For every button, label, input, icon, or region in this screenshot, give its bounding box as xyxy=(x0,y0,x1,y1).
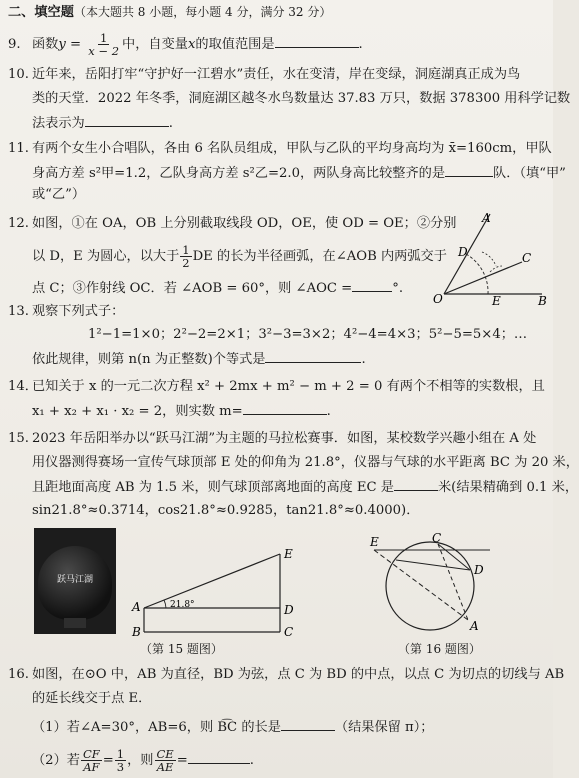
q16-eq-2: = xyxy=(176,753,188,768)
answer-blank-13[interactable] xyxy=(265,350,361,363)
q16-part-1-end: （结果保留 π）； xyxy=(334,720,434,735)
label-d: D xyxy=(458,245,468,259)
frac-numerator: 1 xyxy=(182,243,190,257)
q16-text-1: 如图，在⊙O 中，AB 为直径，BD 为弦，点 C 为 BD 的中点，以点 C 为切点的切线与 AB xyxy=(32,667,565,682)
label-a: A xyxy=(132,600,141,614)
q10-text-1: 近年来，岳阳打牢“守护好一江碧水”责任，水在变清，岸在变绿，洞庭湖真正成为鸟 xyxy=(32,67,521,82)
q15-text-3-end: 米(结果精确到 0.1 米， xyxy=(438,480,579,495)
question-13-line-1 xyxy=(8,303,124,321)
angle-arc xyxy=(164,600,166,608)
frac-numerator: 1 xyxy=(99,31,108,45)
label-o: O xyxy=(433,292,443,306)
q14-text-1: 已知关于 x 的一元二次方程 x² + 2mx + m² − m + 2 = 0 有两个不相等的实数根，且 xyxy=(32,379,545,394)
q9-fraction xyxy=(86,32,121,57)
question-11-line-1 xyxy=(8,140,552,158)
q12-text-1: 如图，①在 OA，OB 上分别截取线段 OD，OE，使 OD = OE；②分别 xyxy=(32,216,457,231)
ray-oc xyxy=(444,262,522,294)
balloon-photo xyxy=(34,528,116,634)
question-16-part-2 xyxy=(32,748,254,773)
question-11-line-3: 或“乙”） xyxy=(32,187,86,202)
frac-numerator: CF xyxy=(82,747,100,761)
section-note: （本大题共 8 小题，每小题 4 分，满分 32 分） xyxy=(73,5,332,19)
frac-numerator: CE xyxy=(156,747,174,761)
q14-text-2: x₁ + x₂ + x₁ · x₂ = 2，则实数 m= xyxy=(32,404,243,419)
question-12-line-3 xyxy=(32,279,403,298)
q12-end: °. xyxy=(392,281,404,296)
question-13-line-2: 1²−1=1×0；2²−2=2×1；3²−3=3×2；4²−4=4×3；5²−5=5×4；… xyxy=(88,327,528,342)
q16-figure xyxy=(368,532,508,636)
question-10-line-2: 类的天堂．2022 年冬季，洞庭湖区越冬水鸟数量达 37.83 万只，数据 378300 用科学记数 xyxy=(32,91,571,106)
label-b: B xyxy=(132,625,141,639)
figure-16-caption: （第 16 题图） xyxy=(398,642,481,656)
question-11-line-2 xyxy=(32,164,566,183)
q13-text-3: 依此规律，则第 n(n 为正整数)个等式是 xyxy=(32,352,266,367)
answer-blank-15[interactable] xyxy=(394,478,438,491)
question-number: 14． xyxy=(8,379,38,394)
answer-blank-12[interactable] xyxy=(352,279,392,292)
question-number: 13. xyxy=(8,304,29,319)
section-header xyxy=(8,3,331,22)
label-d: D xyxy=(474,563,484,577)
question-16-line-1 xyxy=(8,666,564,684)
label-e: E xyxy=(370,535,379,549)
q12-text-2a: 以 D，E 为圆心，以大于 xyxy=(32,249,180,264)
arc-from-d xyxy=(482,252,496,266)
answer-blank-9[interactable] xyxy=(275,35,359,48)
q9-text-post: 的取值范围是 xyxy=(195,37,275,52)
q11-text-2-end: 队．（填“甲” xyxy=(493,166,566,181)
question-16-line-2: 的延长线交于点 E． xyxy=(32,691,152,706)
q13-end: . xyxy=(361,352,366,367)
label-c: C xyxy=(522,251,532,265)
question-number: 9. xyxy=(8,37,21,52)
question-10-line-1 xyxy=(8,66,520,84)
question-15-line-4: sin21.8°≈0.3714，cos21.8°≈0.9285，tan21.8°≈0.4000)． xyxy=(32,503,420,518)
label-e: E xyxy=(284,547,293,561)
answer-blank-16-1[interactable] xyxy=(281,718,335,731)
q11-text-2: 身高方差 s²甲=1.2，乙队身高方差 s²乙=2.0，两队身高比较整齐的是 xyxy=(32,166,446,181)
q16-end: . xyxy=(249,753,254,768)
label-e: E xyxy=(492,294,501,308)
question-15-line-2: 用仪器测得赛场一宣传气球顶部 E 处的仰角为 21.8°，仪器与气球的水平距离 BC 为 20 米， xyxy=(32,455,579,470)
frac-denominator: x − 2 xyxy=(88,44,120,58)
q9-eq-sign: = xyxy=(65,37,86,52)
q9-text: 函数 xyxy=(32,37,59,52)
balloon-text: 跃马江湖 xyxy=(56,575,93,585)
q14-end: . xyxy=(326,404,331,419)
question-number: 15. xyxy=(8,431,29,446)
q16-part-1-text: （1）若∠A=30°，AB=6，则 B͡C 的长是 xyxy=(32,720,281,735)
question-16-part-1 xyxy=(32,718,433,737)
frac-denominator: 3 xyxy=(116,760,125,774)
label-d: D xyxy=(284,603,294,617)
section-title: 二、填空题 xyxy=(8,5,74,20)
question-12-line-1 xyxy=(8,215,456,233)
question-9 xyxy=(8,32,363,57)
question-14-line-2 xyxy=(32,402,331,421)
fraction-cf-af xyxy=(81,748,102,773)
q12-text-2b: DE 的长为半径画弧，在∠AOB 内两弧交于 xyxy=(192,249,447,264)
label-c: C xyxy=(432,531,442,545)
question-15-line-3 xyxy=(32,478,578,497)
fraction-one-third xyxy=(115,748,126,773)
frac-denominator: AF xyxy=(83,760,100,774)
frac-denominator: AE xyxy=(156,760,174,774)
circle-o xyxy=(386,542,474,630)
question-number: 12. xyxy=(8,216,29,231)
question-13-line-3 xyxy=(32,350,366,369)
q15-diagram xyxy=(126,546,316,638)
question-number: 16. xyxy=(8,667,29,682)
q13-text-1: 观察下列式子： xyxy=(32,304,125,319)
q16-part-2-mid: ，则 xyxy=(127,753,154,768)
label-a: A xyxy=(470,619,479,633)
fraction-ce-ae xyxy=(155,748,176,773)
q10-end: . xyxy=(168,116,173,131)
question-10-line-3 xyxy=(32,114,173,133)
q12-text-3: 点 C；③作射线 OC．若 ∠AOB = 60°，则 ∠AOC = xyxy=(32,281,353,296)
figure-15-caption: （第 15 题图） xyxy=(140,642,223,656)
answer-blank-10[interactable] xyxy=(85,114,169,127)
q10-text-3: 法表示为 xyxy=(32,116,85,131)
label-a: A xyxy=(482,211,491,225)
answer-blank-16-2[interactable] xyxy=(188,751,250,764)
question-15-line-1 xyxy=(8,430,536,448)
frac-numerator: 1 xyxy=(116,747,125,761)
question-12-line-2 xyxy=(32,244,447,269)
q16-eq-1: = xyxy=(102,753,114,768)
q11-text-1: 有两个女生小合唱队，各由 6 名队员组成，甲队与乙队的平均身高均为 x̄=160cm，甲队 xyxy=(32,141,552,156)
question-number: 11. xyxy=(8,141,29,156)
answer-blank-11[interactable] xyxy=(445,164,493,177)
q9-text-mid: 中，自变量 xyxy=(122,37,188,52)
arc-de xyxy=(466,254,488,294)
frac-denominator: 2 xyxy=(182,256,190,270)
answer-blank-14[interactable] xyxy=(243,402,327,415)
q15-text-3: 且距地面高度 AB 为 1.5 米，则气球顶部离地面的高度 EC 是 xyxy=(32,480,394,495)
q12-figure xyxy=(430,210,550,310)
q15-text-1: 2023 年岳阳举办以“跃马江湖”为主题的马拉松赛事．如图，某校数学兴趣小组在 A 处 xyxy=(32,431,537,446)
q9-var-x: x xyxy=(187,37,196,52)
question-14-line-1 xyxy=(8,378,545,396)
q9-end: . xyxy=(358,37,363,52)
label-c: C xyxy=(284,625,294,639)
q12-fraction xyxy=(180,244,191,269)
label-b: B xyxy=(538,294,547,308)
angle-label: 21.8° xyxy=(170,600,195,610)
q9-var-y: y xyxy=(58,37,66,52)
balloon-basket xyxy=(64,618,86,628)
q16-part-2-text: （2）若 xyxy=(32,753,80,768)
question-number: 10. xyxy=(8,67,29,82)
